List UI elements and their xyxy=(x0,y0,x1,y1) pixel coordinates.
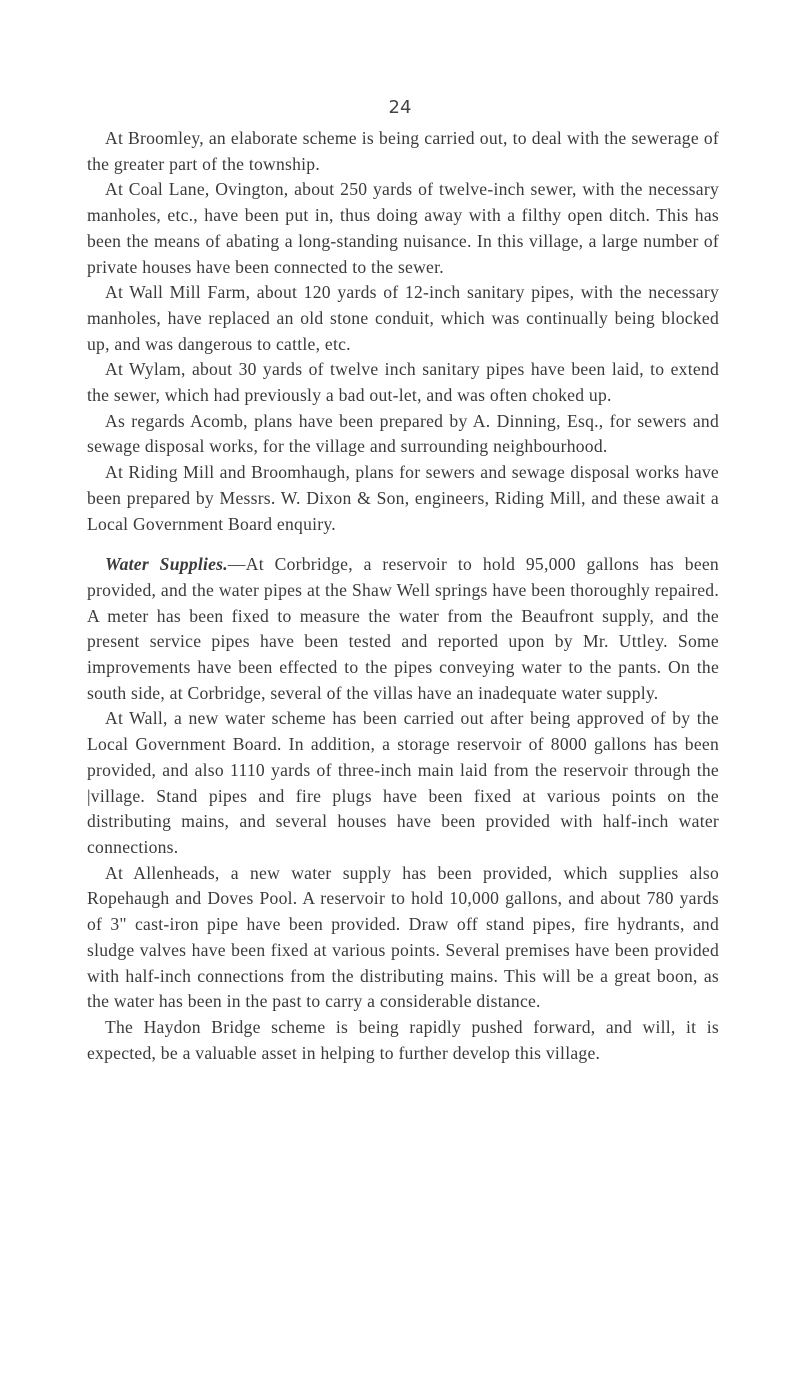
paragraph-water-supplies xyxy=(87,552,719,706)
page-number: 24 xyxy=(388,97,412,118)
paragraph-acomb: As regards Acomb, plans have been prepared by A. Dinning, Esq., for sewers and sewage disposal works, for the village and surrounding neighbourhood. xyxy=(87,410,719,457)
paragraph-coal-lane: At Coal Lane, Ovington, about 250 yards of twelve-inch sewer, with the necessary manholes, etc., have been put in, thus doing away with a filthy open ditch. This has been the means of abating a long-standing nuisance. In this village, a large number of private houses have been connected to the sewer. xyxy=(87,179,719,277)
paragraph-riding-mill: At Riding Mill and Broomhaugh, plans for sewers and sewage disposal works have been prepared by Messrs. W. Dixon & Son, engineers, Riding Mill, and these await a Local Government Board enquiry. xyxy=(87,462,719,534)
paragraph-wall-mill-farm: At Wall Mill Farm, about 120 yards of 12-inch sanitary pipes, with the necessary manholes, have replaced an old stone conduit, which was continually being blocked up, and was dangerous to cattle, etc. xyxy=(87,282,719,354)
paragraph-broomley: At Broomley, an elaborate scheme is being carried out, to deal with the sewerage of the greater part of the township. xyxy=(87,128,719,174)
water-supplies-corbridge-text: —At Corbridge, a reservoir to hold 95,000 gallons has been provided, and the water pipes at the Shaw Well springs have been thoroughly repaired. A meter has been fixed to measure the water from the Beaufront supply, and the present service pipes have been tested and reported upon by Mr. Uttley. Some improvements have been effected to the pipes conveying water to the pants. On the south side, at Corbridge, several of the villas have an inadequate water supply. xyxy=(87,554,719,703)
page-body xyxy=(87,126,719,1066)
paragraph-wall: At Wall, a new water scheme has been carried out after being approved of by the Local Government Board. In addition, a storage reservoir of 8000 gallons has been provided, and also 1110 yards of three-inch main laid from the reservoir through the |village. Stand pipes and fire plugs have been fixed at various points on the distributing mains, and several houses have been provided with half-inch water connections. xyxy=(87,708,719,857)
paragraph-wylam: At Wylam, about 30 yards of twelve inch sanitary pipes have been laid, to extend the sewer, which had previously a bad out-let, and was often choked up. xyxy=(87,359,719,406)
section-heading-water-supplies: Water Supplies. xyxy=(105,554,228,575)
paragraph-haydon-bridge: The Haydon Bridge scheme is being rapidly pushed forward, and will, it is expected, be a valuable asset in helping to further develop this village. xyxy=(87,1016,719,1063)
paragraph-allenheads: At Allenheads, a new water supply has been provided, which supplies also Ropehaugh and Doves Pool. A reservoir to hold 10,000 gallons, and about 780 yards of 3" cast-iron pipe have been provided. Draw off stand pipes, fire hydrants, and sludge valves have been fixed at various points. Several premises have been provided with half-inch connections from the distributing mains. This will be a great boon, as the water has been in the past to carry a considerable distance. xyxy=(87,862,719,1012)
